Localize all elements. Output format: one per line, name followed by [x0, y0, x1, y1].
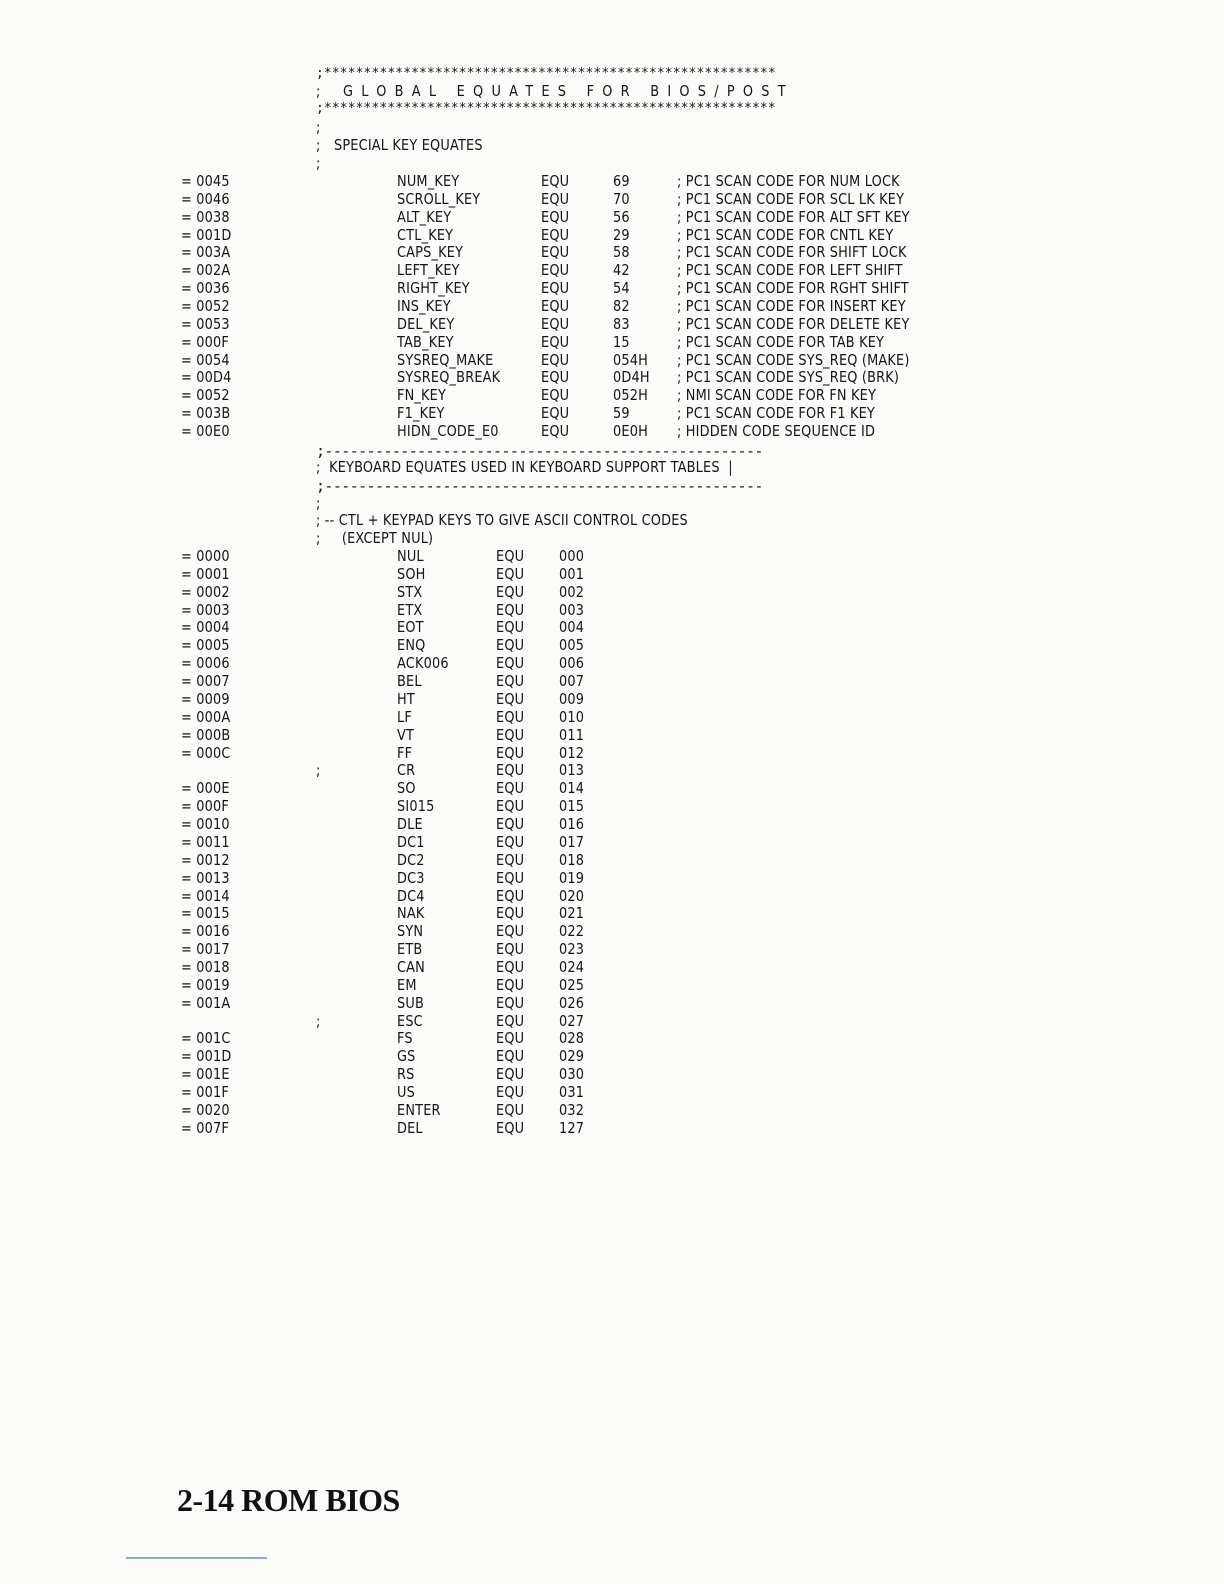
equate-name: DC3 [397, 868, 425, 887]
equate-comment: ; PC1 SCAN CODE SYS_REQ (BRK) [677, 368, 900, 387]
equate-value: 032 [559, 1100, 585, 1119]
equate-name: SYSREQ_BREAK [397, 368, 501, 387]
equate-op: EQU [541, 421, 570, 440]
equate-name: SUB [397, 993, 425, 1012]
equate-value: 0E0H [613, 421, 648, 440]
equate-value: 012 [559, 743, 585, 762]
equate-address: = 0015 [181, 904, 230, 923]
equate-value: 025 [559, 975, 585, 994]
equate-op: EQU [541, 225, 570, 244]
equate-name: LF [397, 707, 412, 726]
equate-value: 020 [559, 886, 585, 905]
equate-address: = 007F [181, 1118, 229, 1137]
equate-value: 019 [559, 868, 585, 887]
footer-rule [126, 1557, 267, 1559]
equate-name: SO [397, 779, 416, 798]
equate-op: EQU [541, 350, 570, 369]
equate-op: EQU [541, 332, 570, 351]
equate-value: 005 [559, 636, 585, 655]
equate-address: = 0005 [181, 636, 230, 655]
equate-address: = 0009 [181, 689, 230, 708]
equate-address: = 0019 [181, 975, 230, 994]
equate-op: EQU [496, 922, 525, 941]
equate-op: EQU [496, 1118, 525, 1137]
equate-op: EQU [496, 1047, 525, 1066]
equate-address: = 001A [181, 993, 231, 1012]
equate-value: 018 [559, 850, 585, 869]
equate-value: 59 [613, 404, 630, 423]
equate-address: = 003A [181, 243, 231, 262]
equate-address: = 0018 [181, 958, 230, 976]
equate-comment: ; PC1 SCAN CODE FOR RGHT SHIFT [677, 279, 909, 298]
comment-line: ; (EXCEPT NUL) [316, 529, 434, 547]
equate-name: DEL [397, 1118, 423, 1137]
equate-name: TAB_KEY [397, 332, 454, 351]
equate-address: = 0045 [181, 172, 230, 190]
equate-value: 028 [559, 1029, 585, 1048]
equate-op: EQU [496, 689, 525, 708]
equate-op: EQU [541, 296, 570, 315]
equate-value: 029 [559, 1047, 585, 1066]
equate-op: EQU [496, 850, 525, 869]
equate-op: EQU [496, 779, 525, 798]
equate-address: = 0000 [181, 547, 230, 565]
equate-address: = 0006 [181, 654, 230, 673]
equate-op: EQU [496, 725, 525, 744]
equate-value: 030 [559, 1065, 585, 1084]
equate-op: EQU [496, 1011, 525, 1030]
equate-value: 003 [559, 600, 585, 619]
equate-name: CAN [397, 958, 426, 976]
equate-op: EQU [496, 636, 525, 655]
equate-op: EQU [496, 940, 525, 959]
equate-address: = 003B [181, 404, 231, 423]
equate-value: 017 [559, 832, 585, 851]
equate-value: 83 [613, 314, 630, 333]
comment-line: ; -- CTL + KEYPAD KEYS TO GIVE ASCII CONTROL CODES [316, 511, 688, 529]
equate-name: HT [397, 689, 415, 708]
equate-op: EQU [496, 993, 525, 1012]
equate-op: EQU [496, 868, 525, 887]
equate-address: = 0001 [181, 564, 230, 583]
title-semicolon: ; [316, 82, 321, 100]
equate-comment: ; PC1 SCAN CODE FOR ALT SFT KEY [677, 207, 910, 226]
equate-op: EQU [496, 1100, 525, 1119]
equate-op: EQU [496, 1029, 525, 1048]
equate-op: EQU [496, 564, 525, 583]
equate-value: 004 [559, 618, 585, 637]
equate-address: = 001F [181, 1083, 229, 1102]
equate-name: FS [397, 1029, 413, 1048]
equate-name: CAPS_KEY [397, 243, 464, 262]
equate-address: = 0016 [181, 922, 230, 941]
equate-address: = 0014 [181, 886, 230, 905]
equate-name: ALT_KEY [397, 207, 452, 226]
equate-value: 031 [559, 1083, 585, 1102]
equate-comment: ; PC1 SCAN CODE SYS_REQ (MAKE) [677, 350, 910, 369]
equate-value: 002 [559, 582, 585, 601]
equate-name: SOH [397, 564, 426, 583]
equate-value: 011 [559, 725, 585, 744]
equate-op: EQU [496, 582, 525, 601]
equate-op: EQU [496, 743, 525, 762]
equate-op: EQU [541, 172, 570, 190]
equate-address: = 0038 [181, 207, 230, 226]
equate-name: DC2 [397, 850, 425, 869]
equate-comment: ; PC1 SCAN CODE FOR TAB KEY [677, 332, 885, 351]
equate-name: RIGHT_KEY [397, 279, 470, 298]
equate-op: EQU [541, 368, 570, 387]
equate-comment: ; PC1 SCAN CODE FOR SHIFT LOCK [677, 243, 907, 262]
equate-value: 54 [613, 279, 630, 298]
equate-address: ; [316, 761, 321, 780]
equate-name: LEFT_KEY [397, 261, 460, 280]
equate-op: EQU [541, 314, 570, 333]
equate-op: EQU [496, 958, 525, 976]
equate-value: 69 [613, 172, 630, 190]
equate-op: EQU [541, 243, 570, 262]
equate-name: FN_KEY [397, 386, 447, 405]
equate-name: ENTER [397, 1100, 441, 1119]
equate-address: = 0036 [181, 279, 230, 298]
equate-name: DLE [397, 815, 423, 834]
equate-comment: ; HIDDEN CODE SEQUENCE ID [677, 421, 876, 440]
equate-name: NAK [397, 904, 425, 923]
equate-value: 010 [559, 707, 585, 726]
section-semicolon: ; [316, 136, 321, 154]
equate-value: 70 [613, 189, 630, 208]
equate-name: DEL_KEY [397, 314, 455, 333]
equate-address: = 0004 [181, 618, 230, 637]
equate-op: EQU [541, 189, 570, 208]
equate-name: DC4 [397, 886, 425, 905]
equate-name: ETB [397, 940, 423, 959]
equate-address: = 000B [181, 725, 231, 744]
equate-name: HIDN_CODE_E0 [397, 421, 499, 440]
equate-op: EQU [496, 904, 525, 923]
equate-address: ; [316, 1011, 321, 1030]
keyboard-section-title: ; KEYBOARD EQUATES USED IN KEYBOARD SUPPORT TABLES | [316, 458, 733, 476]
equate-name: NUL [397, 547, 424, 565]
equate-address: = 0007 [181, 672, 230, 691]
equate-name: F1_KEY [397, 404, 445, 423]
equate-value: 026 [559, 993, 585, 1012]
equate-address: = 0052 [181, 386, 230, 405]
equate-value: 015 [559, 797, 585, 816]
equate-comment: ; PC1 SCAN CODE FOR CNTL KEY [677, 225, 894, 244]
equate-address: = 002A [181, 261, 231, 280]
blank-comment-line: ; [316, 494, 321, 512]
equate-comment: ; NMI SCAN CODE FOR FN KEY [677, 386, 877, 405]
equate-value: 15 [613, 332, 630, 351]
equate-name: VT [397, 725, 415, 744]
equate-value: 58 [613, 243, 630, 262]
equate-value: 021 [559, 904, 585, 923]
equate-address: = 0054 [181, 350, 230, 369]
equate-value: 82 [613, 296, 630, 315]
equate-name: EOT [397, 618, 424, 637]
equate-op: EQU [496, 761, 525, 780]
equate-address: = 0053 [181, 314, 230, 333]
equate-name: SI015 [397, 797, 435, 816]
equate-comment: ; PC1 SCAN CODE FOR DELETE KEY [677, 314, 910, 333]
equate-value: 001 [559, 564, 585, 583]
equate-address: = 00D4 [181, 368, 232, 387]
equate-op: EQU [541, 386, 570, 405]
equate-value: 014 [559, 779, 585, 798]
star-rule-top: ;********************************************************* [316, 66, 776, 81]
equate-op: EQU [541, 207, 570, 226]
equate-op: EQU [496, 886, 525, 905]
equate-name: ETX [397, 600, 423, 619]
equate-name: BEL [397, 672, 422, 691]
equate-name: INS_KEY [397, 296, 451, 315]
equate-value: 023 [559, 940, 585, 959]
equate-value: 009 [559, 689, 585, 708]
equate-address: = 0011 [181, 832, 230, 851]
equate-value: 0D4H [613, 368, 650, 387]
equate-address: = 000A [181, 707, 231, 726]
equate-value: 027 [559, 1011, 585, 1030]
equate-op: EQU [496, 547, 525, 565]
equate-name: SYSREQ_MAKE [397, 350, 494, 369]
equate-address: = 000F [181, 332, 229, 351]
equate-name: FF [397, 743, 413, 762]
equate-op: EQU [496, 815, 525, 834]
equate-value: 054H [613, 350, 649, 369]
equate-value: 42 [613, 261, 630, 280]
equate-address: = 0002 [181, 582, 230, 601]
equate-op: EQU [496, 797, 525, 816]
equate-address: = 0017 [181, 940, 230, 959]
equate-op: EQU [541, 404, 570, 423]
equate-name: DC1 [397, 832, 425, 851]
equate-name: SCROLL_KEY [397, 189, 481, 208]
equate-op: EQU [541, 261, 570, 280]
equate-name: ACK006 [397, 654, 449, 673]
equate-op: EQU [496, 618, 525, 637]
equate-name: RS [397, 1065, 415, 1084]
equate-address: = 000E [181, 779, 230, 798]
equate-name: GS [397, 1047, 416, 1066]
equate-name: ESC [397, 1011, 423, 1030]
equate-value: 127 [559, 1118, 585, 1137]
equate-op: EQU [496, 600, 525, 619]
blank-comment-line: ; [316, 154, 321, 172]
equate-address: = 001D [181, 225, 232, 244]
equate-comment: ; PC1 SCAN CODE FOR SCL LK KEY [677, 189, 905, 208]
equate-name: CR [397, 761, 416, 780]
equate-comment: ; PC1 SCAN CODE FOR F1 KEY [677, 404, 875, 423]
equate-value: 56 [613, 207, 630, 226]
equate-op: EQU [496, 1065, 525, 1084]
page-footer: 2-14 ROM BIOS [177, 1482, 400, 1518]
equate-name: NUM_KEY [397, 172, 460, 190]
equate-comment: ; PC1 SCAN CODE FOR NUM LOCK [677, 172, 900, 190]
equate-address: = 00E0 [181, 421, 230, 440]
equate-op: EQU [496, 832, 525, 851]
equate-op: EQU [496, 672, 525, 691]
equate-address: = 000C [181, 743, 231, 762]
equate-address: = 001C [181, 1029, 231, 1048]
equate-value: 007 [559, 672, 585, 691]
equate-value: 013 [559, 761, 585, 780]
star-rule-bottom: ;********************************************************* [316, 101, 776, 116]
blank-comment-line: ; [316, 118, 321, 136]
equate-name: SYN [397, 922, 424, 941]
equate-address: = 000F [181, 797, 229, 816]
equate-op: EQU [541, 279, 570, 298]
equate-value: 024 [559, 958, 585, 976]
equate-address: = 0003 [181, 600, 230, 619]
equate-address: = 0046 [181, 189, 230, 208]
equate-address: = 0012 [181, 850, 230, 869]
equate-name: STX [397, 582, 423, 601]
equate-value: 29 [613, 225, 630, 244]
equate-address: = 0020 [181, 1100, 230, 1119]
dash-rule-bottom: ;---------------------------------------------------- [316, 477, 763, 495]
page-title: GLOBAL EQUATES FOR BIOS/POST [343, 82, 794, 100]
equate-name: EM [397, 975, 417, 994]
equate-value: 022 [559, 922, 585, 941]
equate-value: 006 [559, 654, 585, 673]
equate-op: EQU [496, 975, 525, 994]
equate-address: = 0013 [181, 868, 230, 887]
equate-address: = 0052 [181, 296, 230, 315]
equate-name: US [397, 1083, 415, 1102]
equate-address: = 001D [181, 1047, 232, 1066]
dash-rule-top: ;---------------------------------------------------- [316, 442, 763, 460]
section-title: SPECIAL KEY EQUATES [334, 136, 483, 154]
equate-comment: ; PC1 SCAN CODE FOR LEFT SHIFT [677, 261, 903, 280]
equate-name: ENQ [397, 636, 426, 655]
equate-op: EQU [496, 654, 525, 673]
equate-value: 052H [613, 386, 649, 405]
equate-value: 000 [559, 547, 585, 565]
equate-address: = 001E [181, 1065, 230, 1084]
equate-comment: ; PC1 SCAN CODE FOR INSERT KEY [677, 296, 906, 315]
equate-op: EQU [496, 707, 525, 726]
equate-op: EQU [496, 1083, 525, 1102]
equate-name: CTL_KEY [397, 225, 454, 244]
equate-address: = 0010 [181, 815, 230, 834]
equate-value: 016 [559, 815, 585, 834]
